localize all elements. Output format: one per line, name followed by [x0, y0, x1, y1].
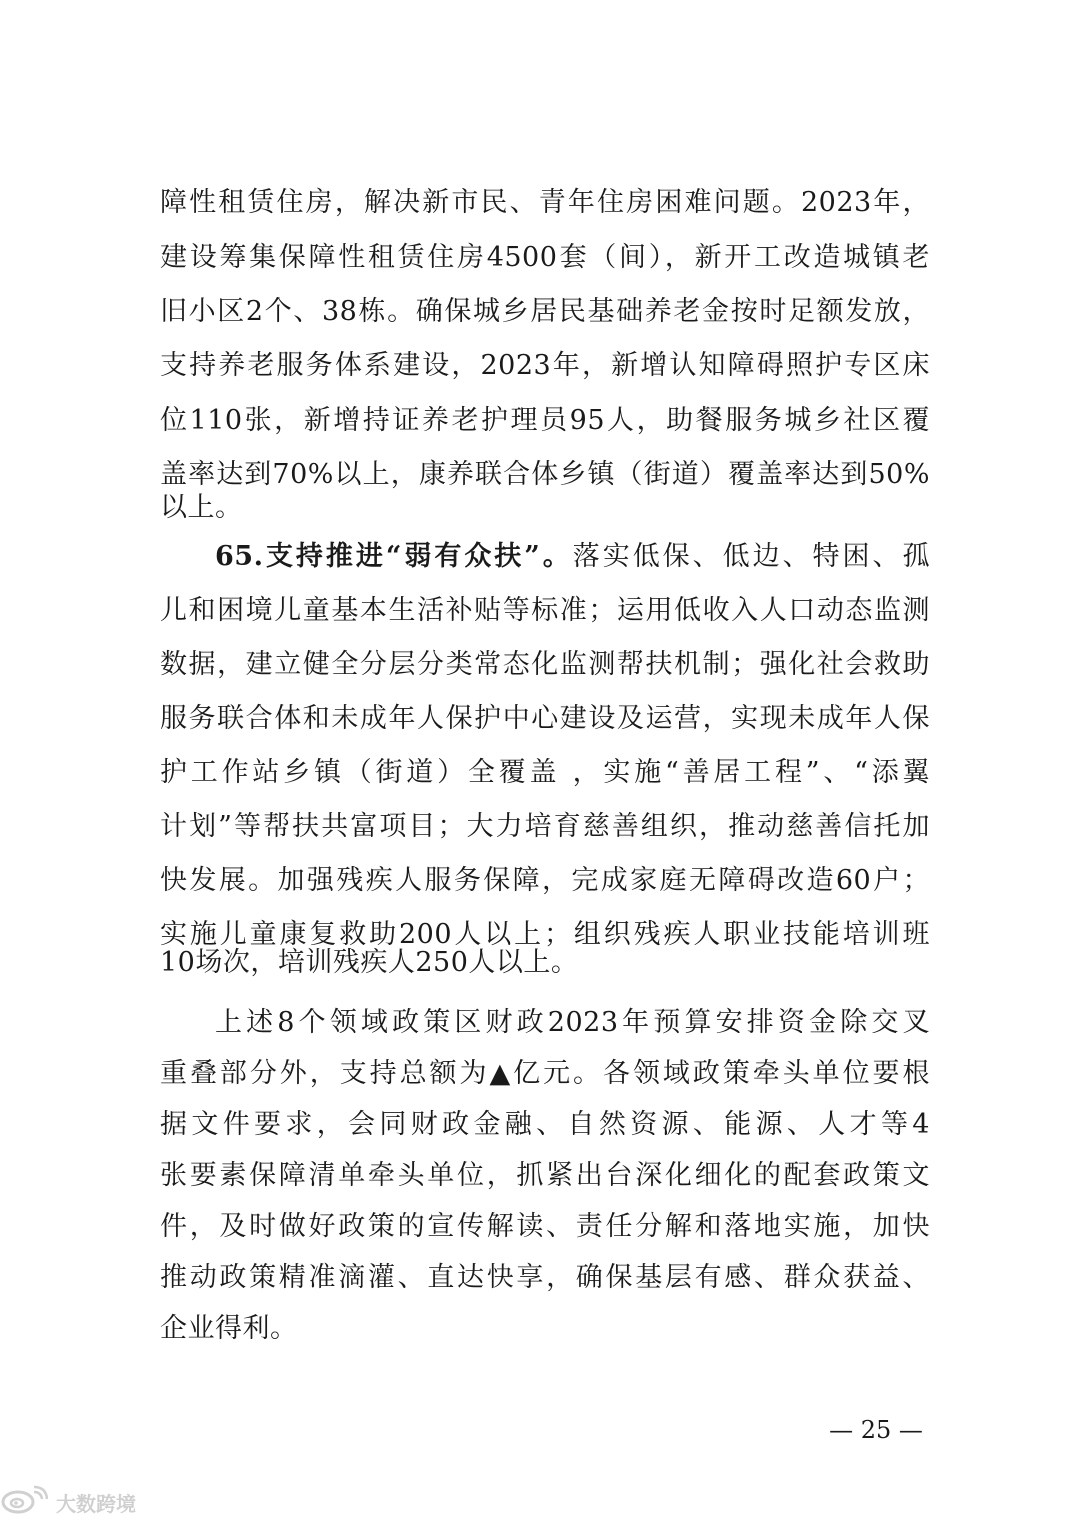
- watermark: [0, 1480, 200, 1524]
- paragraph-2-line-5: 护工作站乡镇（街道）全覆盖 ，实施“善居工程”、“添翼: [160, 757, 930, 788]
- paragraph-2-line-8: 实施儿童康复救助200人以上；组织残疾人职业技能培训班: [160, 919, 930, 950]
- paragraph-3-line-5: 件，及时做好政策的宣传解读、责任分解和落地实施，加快: [160, 1211, 930, 1242]
- paragraph-1-line-4: 支持养老服务体系建设，2023年，新增认知障碍照护专区床: [160, 350, 930, 381]
- paragraph-3-line-3: 据文件要求，会同财政金融、自然资源、能源、人才等4: [160, 1109, 930, 1140]
- weibo-logo-icon: [0, 1484, 48, 1520]
- paragraph-3-line-1: 上述8个领域政策区财政2023年预算安排资金除交叉: [215, 1007, 930, 1038]
- paragraph-2-line-9: 10场次，培训残疾人250人以上。: [160, 947, 579, 978]
- paragraph-2-line-2: 儿和困境儿童基本生活补贴等标准；运用低收入人口动态监测: [160, 595, 930, 626]
- paragraph-1-line-3: 旧小区2个、38栋。确保城乡居民基础养老金按时足额发放，: [160, 296, 930, 327]
- paragraph-3-line-4: 张要素保障清单牵头单位，抓紧出台深化细化的配套政策文: [160, 1160, 930, 1191]
- paragraph-1-line-2: 建设筹集保障性租赁住房4500套（间），新开工改造城镇老: [160, 242, 930, 273]
- paragraph-1-line-7: 以上。: [160, 492, 243, 523]
- page-number: — 25 —: [829, 1416, 923, 1444]
- paragraph-3-line-6: 推动政策精准滴灌、直达快享，确保基层有感、群众获益、: [160, 1262, 930, 1293]
- paragraph-1-line-6: 盖率达到70%以上，康养联合体乡镇（街道）覆盖率达到50%: [160, 459, 930, 490]
- paragraph-3-line-7: 企业得利。: [160, 1313, 298, 1344]
- paragraph-2-line-6: 计划”等帮扶共富项目；大力培育慈善组织，推动慈善信托加: [160, 811, 930, 842]
- watermark-text: 大数跨境: [56, 1493, 136, 1516]
- paragraph-2-first-rest: 落实低保、低边、特困、孤: [572, 541, 930, 572]
- paragraph-1-line-5: 位110张，新增持证养老护理员95人，助餐服务城乡社区覆: [160, 405, 930, 436]
- paragraph-2-heading: 65.支持推进“弱有众扶”。: [215, 541, 573, 572]
- paragraph-2-line-1: [215, 537, 930, 577]
- paragraph-1-line-1: 障性租赁住房，解决新市民、青年住房困难问题。2023年，: [160, 187, 930, 218]
- paragraph-2-line-4: 服务联合体和未成年人保护中心建设及运营，实现未成年人保: [160, 703, 930, 734]
- paragraph-2-line-7: 快发展。加强残疾人服务保障，完成家庭无障碍改造60户；: [160, 865, 930, 896]
- paragraph-3-line-2: 重叠部分外，支持总额为▲亿元。各领域政策牵头单位要根: [160, 1058, 930, 1089]
- paragraph-2-line-3: 数据，建立健全分层分类常态化监测帮扶机制；强化社会救助: [160, 649, 930, 680]
